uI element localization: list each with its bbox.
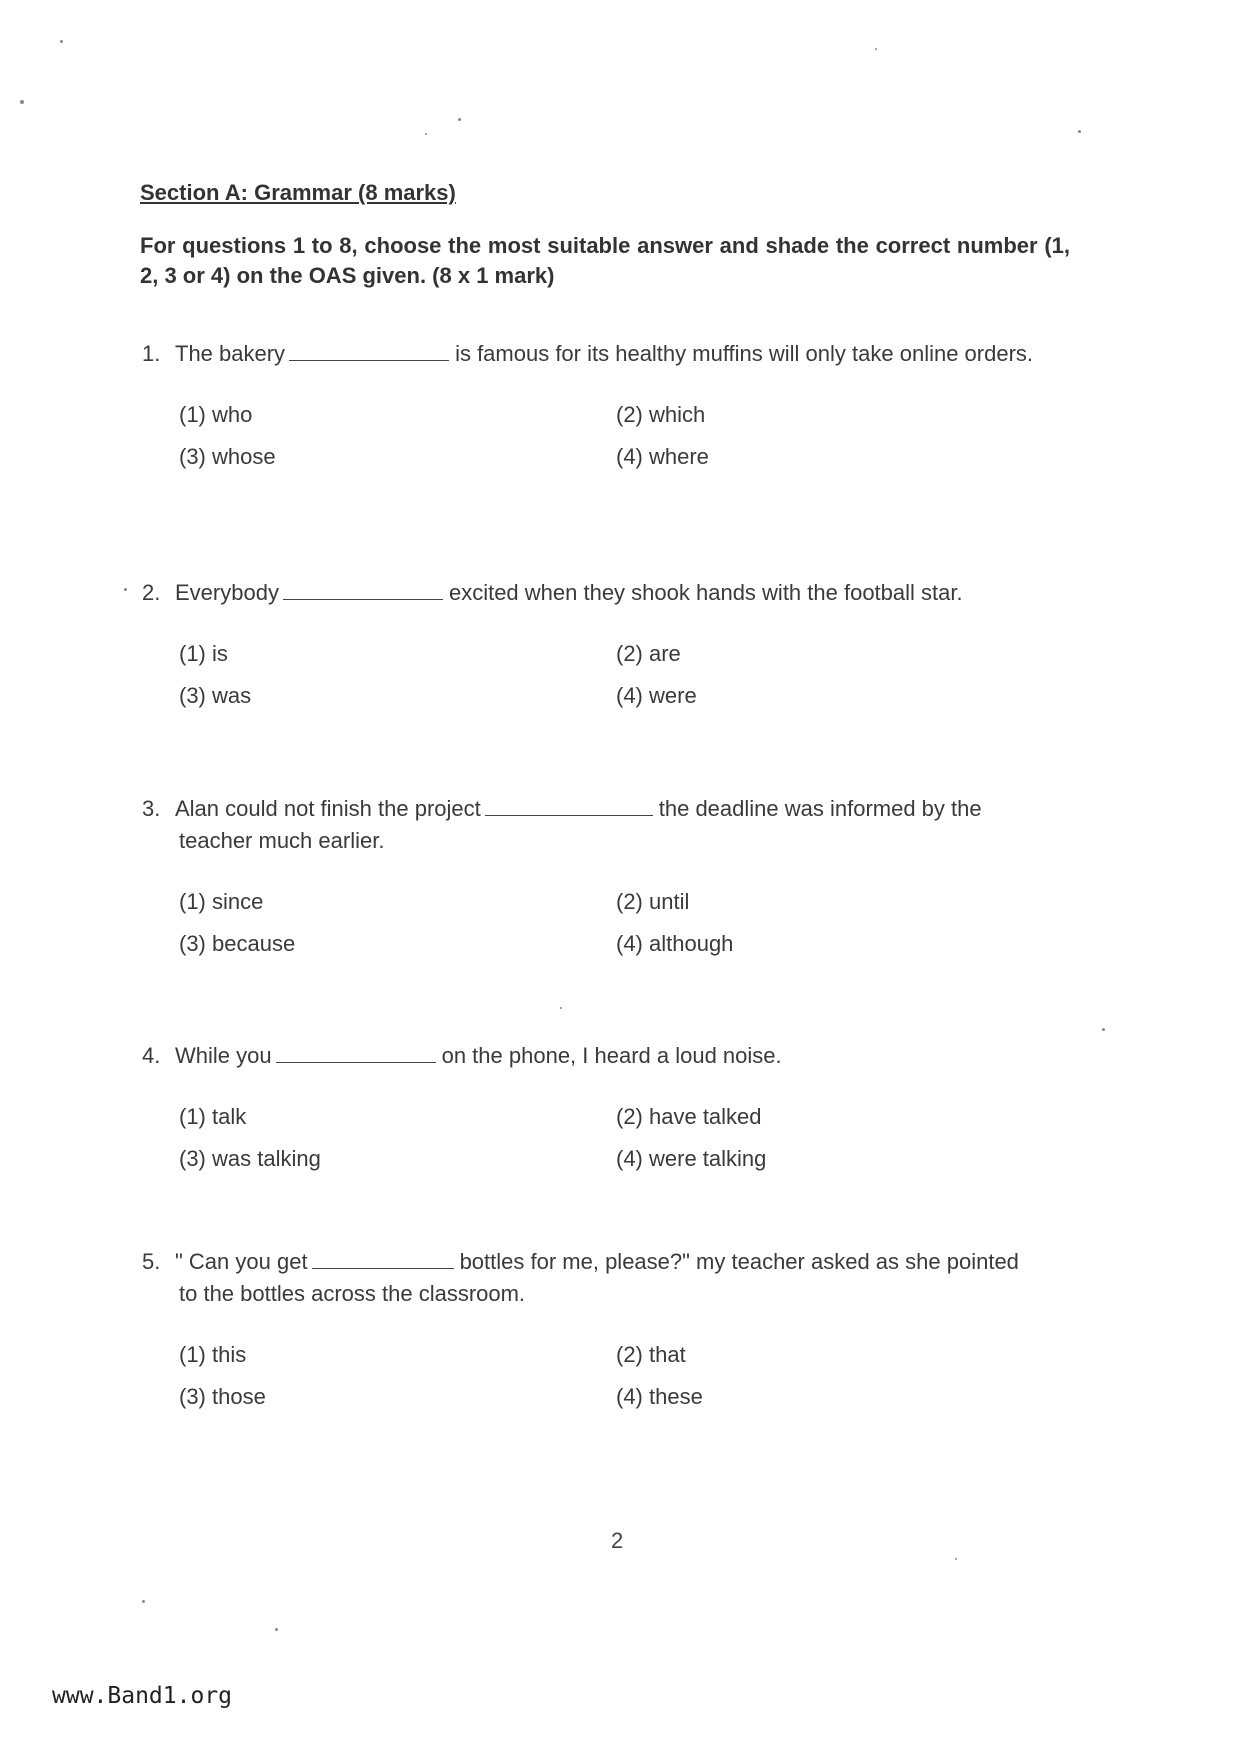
option-3: (3) was talking [179, 1146, 321, 1171]
option-2: (2) are [616, 641, 681, 666]
option-1: (1) talk [179, 1104, 247, 1129]
scan-speck [955, 1558, 957, 1560]
question-text-after: is famous for its healthy muffins will only take online orders. [455, 341, 1034, 366]
option-2: (2) have talked [616, 1104, 762, 1129]
scan-speck [1078, 130, 1081, 133]
question-4 [142, 1040, 1042, 1172]
question-stem [142, 1246, 1042, 1310]
option-4: (4) where [616, 444, 709, 469]
option-4: (4) were talking [616, 1146, 767, 1171]
scan-speck [1102, 1028, 1105, 1031]
option-3: (3) because [179, 931, 296, 956]
question-stem [142, 793, 1042, 857]
scan-speck [124, 588, 127, 591]
answer-blank [312, 1250, 454, 1269]
question-text-after: excited when they shook hands with the football star. [448, 580, 963, 605]
question-number: 5. [142, 1249, 161, 1274]
scan-speck [275, 1628, 278, 1631]
option-2: (2) that [616, 1342, 686, 1367]
option-1: (1) is [179, 641, 228, 666]
question-2 [142, 577, 1042, 709]
option-3: (3) was [179, 683, 252, 708]
question-text-after: bottles for me, please?" my teacher asked as she pointed to the bottles across the classroom. [179, 1249, 1019, 1306]
scan-speck [142, 1600, 145, 1603]
answer-blank [485, 797, 653, 816]
question-text-after: the deadline was informed by the teacher much earlier. [179, 796, 982, 853]
option-1: (1) since [179, 889, 264, 914]
option-4: (4) although [616, 931, 734, 956]
question-text-before: The bakery [175, 341, 286, 366]
options-list [179, 402, 1042, 470]
watermark-link[interactable]: www.Band1.org [52, 1683, 233, 1709]
section-title: Section A: Grammar (8 marks) [140, 180, 456, 205]
question-5 [142, 1246, 1042, 1410]
question-stem [142, 1040, 1042, 1072]
option-2: (2) which [616, 402, 706, 427]
options-list [179, 641, 1042, 709]
question-stem [142, 577, 1042, 609]
question-text-after: on the phone, I heard a loud noise. [441, 1043, 782, 1068]
question-number: 1. [142, 341, 161, 366]
options-list [179, 1104, 1042, 1172]
question-stem [142, 338, 1042, 370]
options-list [179, 1342, 1042, 1410]
question-number: 2. [142, 580, 161, 605]
page-number: 2 [611, 1528, 624, 1553]
question-3 [142, 793, 1042, 957]
option-3: (3) whose [179, 444, 276, 469]
answer-blank [289, 342, 449, 361]
question-number: 4. [142, 1043, 161, 1068]
question-text-before: " Can you get [175, 1249, 308, 1274]
option-4: (4) these [616, 1384, 703, 1409]
option-3: (3) those [179, 1384, 266, 1409]
option-1: (1) who [179, 402, 253, 427]
answer-blank [276, 1044, 436, 1063]
instructions: For questions 1 to 8, choose the most suitable answer and shade the correct number (1, 2, 3 or 4) on the OAS given. (8 x 1 mark) [140, 233, 1070, 288]
answer-blank [283, 581, 443, 600]
question-text-before: While you [175, 1043, 272, 1068]
question-text-before: Everybody [175, 580, 279, 605]
option-4: (4) were [616, 683, 697, 708]
scan-speck [875, 48, 877, 50]
question-1 [142, 338, 1042, 470]
scan-speck [560, 1007, 562, 1009]
option-2: (2) until [616, 889, 690, 914]
question-number: 3. [142, 796, 161, 821]
option-1: (1) this [179, 1342, 247, 1367]
scan-speck [20, 100, 24, 104]
question-text-before: Alan could not finish the project [175, 796, 481, 821]
scan-speck [425, 133, 427, 135]
scan-speck [60, 40, 63, 43]
scan-speck [458, 118, 461, 121]
options-list [179, 889, 1042, 957]
